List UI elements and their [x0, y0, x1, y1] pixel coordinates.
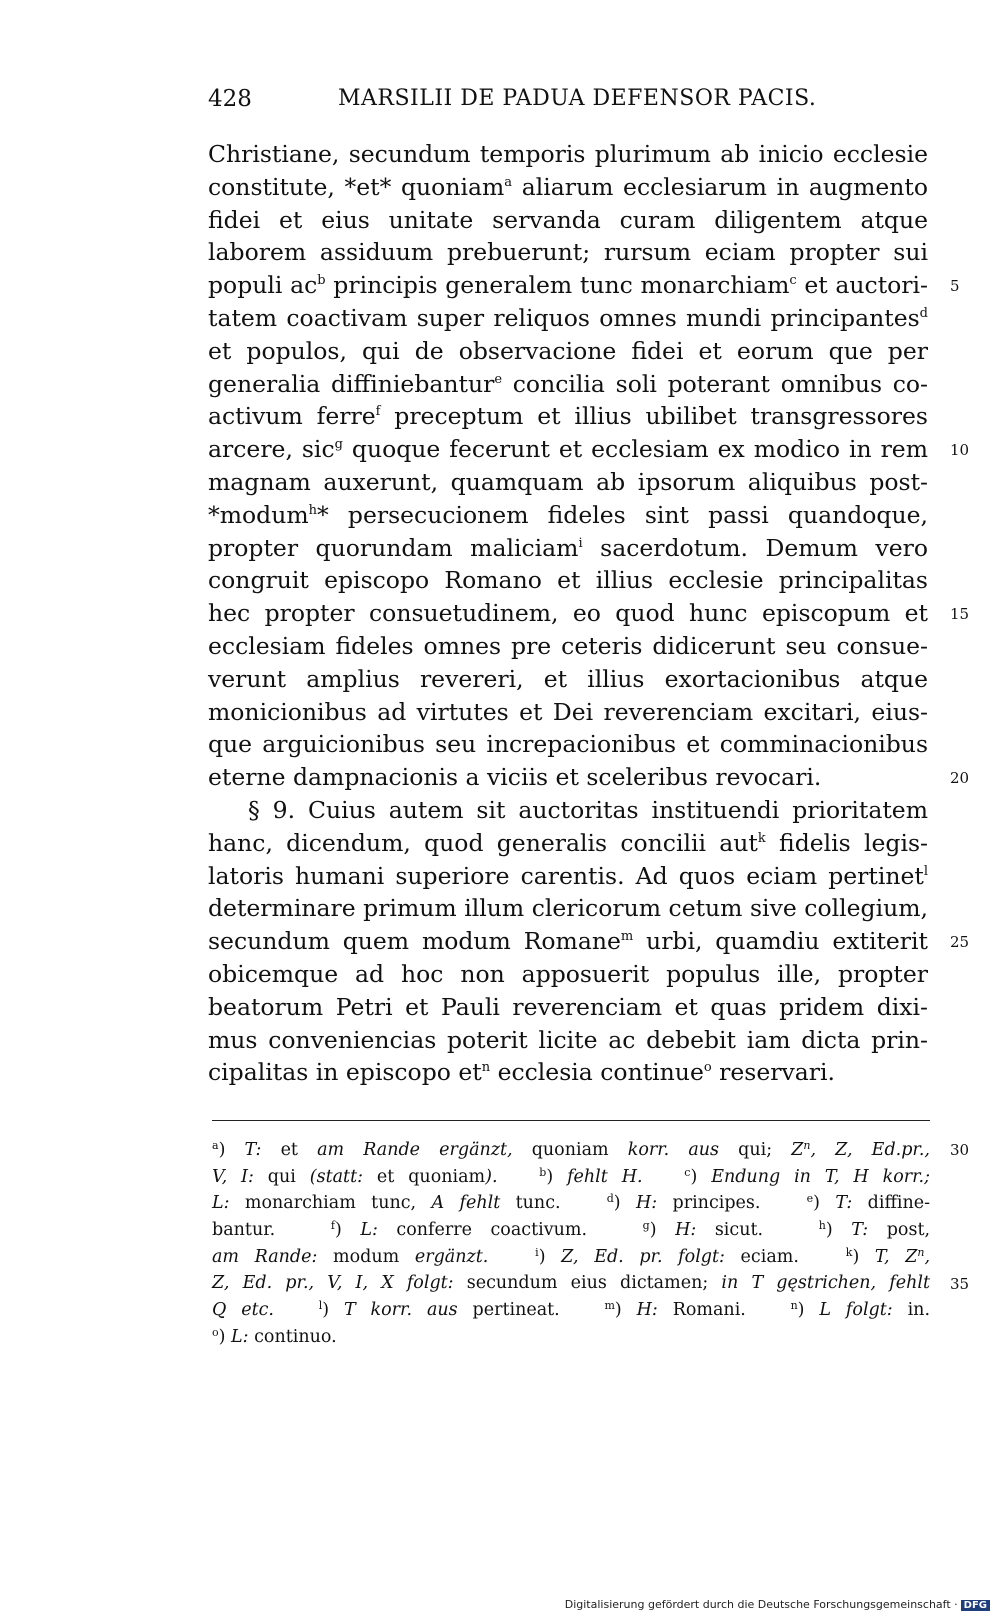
text-line: propter quorundam maliciam$^i$ sacerdotum. Demum vero — [208, 533, 928, 562]
footnote-line: L: monarchiam tunc, A fehlt tunc. $^d$) H: principes. $^e$) T: diffine- — [212, 1192, 931, 1214]
text-line: et populos, qui de observacione fidei et eorum que per — [208, 336, 928, 365]
text-line: ecclesiam fideles omnes pre ceteris didicerunt seu consue- — [208, 631, 928, 660]
footnote-line: bantur. $^f$) L: conferre coactivum. $^g$) H: sicut. $^h$) T: post, — [212, 1219, 931, 1241]
text-line: arcere, sic$^g$ quoque fecerunt et ecclesiam ex modico in rem — [208, 435, 929, 464]
footnote-line: $^a$) T: et am Rande ergänzt, quoniam korr. aus qui; $Z^n$, Z, Ed.pr., — [212, 1139, 930, 1160]
text-line: *modum$^h$* persecucionem fideles sint passi quandoque, — [208, 500, 928, 529]
text-line: hanc, dicendum, quod generalis concilii aut$^k$ fidelis legis- — [208, 828, 928, 857]
text-line: activum ferre$^f$ preceptum et illius ubilibet transgressores — [208, 402, 928, 431]
text-line: tatem coactivam super reliquos omnes mundi principantes$^d$ — [208, 303, 928, 332]
footnote-line: am Rande: modum ergänzt. $^i$) Z, Ed. pr. folgt: eciam. $^k$) T, $Z^n$, — [212, 1245, 931, 1267]
line-number: 5 — [950, 277, 960, 296]
footnote-line: Z, Ed. pr., V, I, X folgt: secundum eius dictamen; in T gęstrichen, fehlt — [212, 1273, 930, 1294]
text-line: hec propter consuetudinem, eo quod hunc episcopum et — [208, 599, 928, 628]
footnote-line: V, I: qui (statt: et quoniam). $^b$) fehlt H. $^c$) Endung in T, H korr.; — [212, 1165, 931, 1187]
page-number: 428 — [208, 86, 252, 112]
line-number: 10 — [950, 441, 970, 460]
footnote-line: $^o$) L: continuo. — [212, 1325, 337, 1347]
line-number: 30 — [950, 1141, 970, 1159]
text-line: laborem assiduum prebuerunt; rursum eciam propter sui — [208, 238, 928, 267]
text-line: obicemque ad hoc non apposuerit populus ille, propter — [208, 959, 928, 988]
main-text — [208, 138, 928, 1089]
digitization-credit — [565, 1598, 990, 1611]
text-line: determinare primum illum clericorum cetum sive collegium, — [208, 894, 928, 923]
footnotes — [212, 1137, 930, 1351]
dfg-logo: DFG — [961, 1600, 990, 1611]
running-title: MARSILII DE PADUA DEFENSOR PACIS. — [338, 86, 817, 111]
text-line: cipalitas in episcopo $et^n$ ecclesia continue$^o$ reservari. — [208, 1058, 836, 1087]
text-line: monicionibus ad virtutes et Dei reverenciam excitari, eius- — [208, 697, 928, 726]
text-line: constitute, *et* quoniam$^a$ aliarum ecclesiarum in augmento — [208, 172, 928, 201]
text-line: eterne dampnacionis a viciis et sceleribus revocari. — [208, 763, 822, 792]
line-number: 15 — [950, 605, 970, 624]
text-line: latoris humani superiore carentis. Ad quos eciam pertinet$^l$ — [208, 861, 928, 890]
text-line: congruit episcopo Romano et illius ecclesie principalitas — [208, 566, 928, 595]
text-line: beatorum Petri et Pauli reverenciam et quas pridem dixi- — [208, 992, 928, 1021]
text-line: § 9. Cuius autem sit auctoritas instituendi prioritatem — [248, 795, 928, 824]
credit-text: Digitalisierung gefördert durch die Deutsche Forschungsgemeinschaft · — [564, 1598, 958, 1611]
text-line: magnam auxerunt, quamquam ab ipsorum aliquibus post- — [208, 467, 928, 496]
running-head — [208, 86, 928, 122]
text-line: verunt amplius revereri, et illius exortacionibus atque — [208, 664, 928, 693]
line-number: 35 — [950, 1274, 970, 1293]
footnote-line: Q etc. $^l$) T korr. aus pertineat. $^m$) H: Romani. $^n$) L folgt: in. — [212, 1299, 931, 1321]
line-number: 20 — [950, 769, 970, 788]
text-line: populi $ac^b$ principis generalem tunc monarchiam$^c$ et auctori- — [208, 271, 928, 300]
text-line: mus conveniencias poterit licite ac debebit iam dicta prin- — [208, 1025, 928, 1054]
text-line: Christiane, secundum temporis plurimum ab inicio ecclesie — [208, 140, 928, 168]
text-line: que arguicionibus seu increpacionibus et comminacionibus — [208, 730, 928, 759]
text-line: generalia diffiniebantur$^e$ concilia soli poterant omnibus co- — [208, 369, 928, 398]
line-number: 25 — [950, 933, 970, 952]
footnote-rule — [212, 1120, 930, 1121]
text-line: fidei et eius unitate servanda curam diligentem atque — [208, 205, 928, 234]
text-line: secundum quem modum Romane$^m$ urbi, quamdiu extiterit — [208, 927, 928, 956]
